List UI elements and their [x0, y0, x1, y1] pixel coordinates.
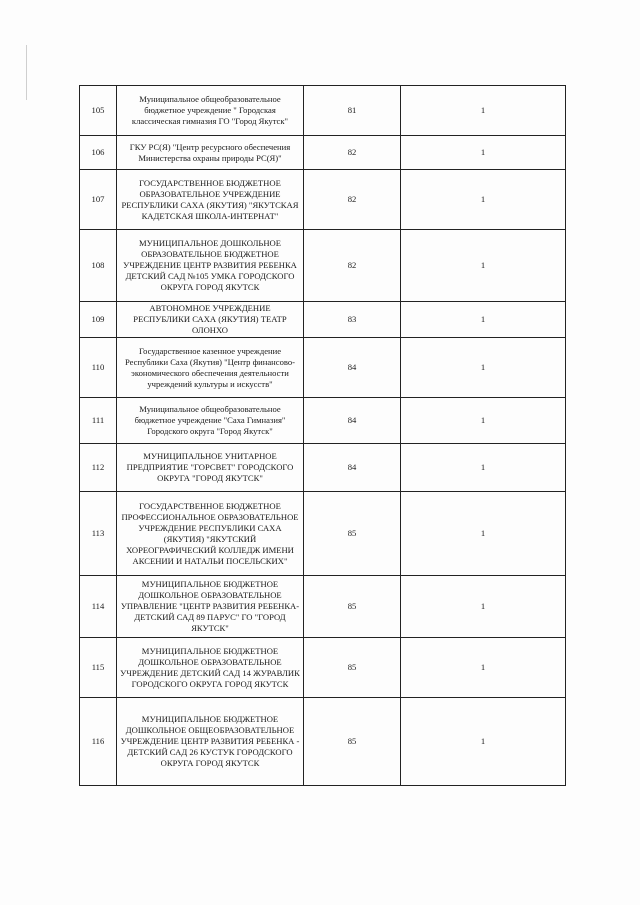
organization-name: ГКУ РС(Я) "Центр ресурсного обеспечения Министерства охраны природы РС(Я)"	[117, 136, 304, 170]
organization-name: Муниципальное общеобразовательное бюджетное учреждение " Городская классическая гимназия ГО "Город Якутск"	[117, 86, 304, 136]
row-number: 109	[80, 302, 117, 338]
table-row	[80, 398, 566, 444]
row-quantity: 1	[401, 638, 566, 698]
table-row	[80, 444, 566, 492]
row-code: 84	[304, 338, 401, 398]
row-code: 84	[304, 444, 401, 492]
organization-name: ГОСУДАРСТВЕННОЕ БЮДЖЕТНОЕ ПРОФЕССИОНАЛЬНОЕ ОБРАЗОВАТЕЛЬНОЕ УЧРЕЖДЕНИЕ РЕСПУБЛИКИ САХА (ЯКУТИЯ) "ЯКУТСКИЙ ХОРЕОГРАФИЧЕСКИЙ КОЛЛЕДЖ ИМЕНИ АКСЕНИИ И НАТАЛЬИ ПОСЕЛЬСКИХ"	[117, 492, 304, 576]
row-code: 84	[304, 398, 401, 444]
row-number: 108	[80, 230, 117, 302]
row-number: 114	[80, 576, 117, 638]
row-quantity: 1	[401, 338, 566, 398]
row-code: 82	[304, 230, 401, 302]
row-code: 82	[304, 136, 401, 170]
row-number: 111	[80, 398, 117, 444]
row-number: 110	[80, 338, 117, 398]
table-row	[80, 492, 566, 576]
row-code: 83	[304, 302, 401, 338]
organization-name: АВТОНОМНОЕ УЧРЕЖДЕНИЕ РЕСПУБЛИКИ САХА (ЯКУТИЯ) ТЕАТР ОЛОНХО	[117, 302, 304, 338]
table-row	[80, 638, 566, 698]
row-quantity: 1	[401, 444, 566, 492]
table-row	[80, 576, 566, 638]
organization-name: ГОСУДАРСТВЕННОЕ БЮДЖЕТНОЕ ОБРАЗОВАТЕЛЬНОЕ УЧРЕЖДЕНИЕ РЕСПУБЛИКИ САХА (ЯКУТИЯ) "ЯКУТСКАЯ КАДЕТСКАЯ ШКОЛА-ИНТЕРНАТ"	[117, 170, 304, 230]
row-code: 85	[304, 576, 401, 638]
organization-name: МУНИЦИПАЛЬНОЕ БЮДЖЕТНОЕ ДОШКОЛЬНОЕ ОБЩЕОБРАЗОВАТЕЛЬНОЕ УЧРЕЖДЕНИЕ ЦЕНТР РАЗВИТИЯ РЕБЕНКА - ДЕТСКИЙ САД 26 КУСТУК ГОРОДСКОГО ОКРУГА ГОРОД ЯКУТСК	[117, 698, 304, 786]
row-number: 106	[80, 136, 117, 170]
row-quantity: 1	[401, 492, 566, 576]
table-row	[80, 302, 566, 338]
row-quantity: 1	[401, 136, 566, 170]
row-quantity: 1	[401, 302, 566, 338]
organization-name: Муниципальное общеобразовательное бюджетное учреждение "Саха Гимназия" Городского округа "Город Якутск"	[117, 398, 304, 444]
table-row	[80, 86, 566, 136]
row-code: 85	[304, 492, 401, 576]
row-quantity: 1	[401, 230, 566, 302]
row-quantity: 1	[401, 698, 566, 786]
organization-name: МУНИЦИПАЛЬНОЕ УНИТАРНОЕ ПРЕДПРИЯТИЕ "ГОРСВЕТ" ГОРОДСКОГО ОКРУГА "ГОРОД ЯКУТСК"	[117, 444, 304, 492]
organization-name: МУНИЦИПАЛЬНОЕ ДОШКОЛЬНОЕ ОБРАЗОВАТЕЛЬНОЕ БЮДЖЕТНОЕ УЧРЕЖДЕНИЕ ЦЕНТР РАЗВИТИЯ РЕБЕНКА ДЕТСКИЙ САД №105 УМКА ГОРОДСКОГО ОКРУГА ГОРОД ЯКУТСК	[117, 230, 304, 302]
row-quantity: 1	[401, 86, 566, 136]
row-number: 113	[80, 492, 117, 576]
table-row	[80, 698, 566, 786]
row-code: 81	[304, 86, 401, 136]
scan-artifact-line	[26, 45, 27, 100]
row-number: 105	[80, 86, 117, 136]
table-row	[80, 136, 566, 170]
row-number: 112	[80, 444, 117, 492]
row-code: 85	[304, 638, 401, 698]
table-row	[80, 230, 566, 302]
row-number: 107	[80, 170, 117, 230]
row-quantity: 1	[401, 170, 566, 230]
row-code: 82	[304, 170, 401, 230]
row-code: 85	[304, 698, 401, 786]
organization-name: МУНИЦИПАЛЬНОЕ БЮДЖЕТНОЕ ДОШКОЛЬНОЕ ОБРАЗОВАТЕЛЬНОЕ УПРАВЛЕНИЕ "ЦЕНТР РАЗВИТИЯ РЕБЕНКА-ДЕТСКИЙ САД 89 ПАРУС" ГО "ГОРОД ЯКУТСК"	[117, 576, 304, 638]
table-row	[80, 170, 566, 230]
row-quantity: 1	[401, 398, 566, 444]
row-number: 116	[80, 698, 117, 786]
table-row	[80, 338, 566, 398]
organization-name: МУНИЦИПАЛЬНОЕ БЮДЖЕТНОЕ ДОШКОЛЬНОЕ ОБРАЗОВАТЕЛЬНОЕ УЧРЕЖДЕНИЕ ДЕТСКИЙ САД 14 ЖУРАВЛИК ГОРОДСКОГО ОКРУГА ГОРОД ЯКУТСК	[117, 638, 304, 698]
row-number: 115	[80, 638, 117, 698]
registry-table	[79, 85, 566, 786]
row-quantity: 1	[401, 576, 566, 638]
organization-name: Государственное казенное учреждение Республики Саха (Якутия) "Центр финансово-экономического обеспечения деятельности учреждений культуры и искусств"	[117, 338, 304, 398]
